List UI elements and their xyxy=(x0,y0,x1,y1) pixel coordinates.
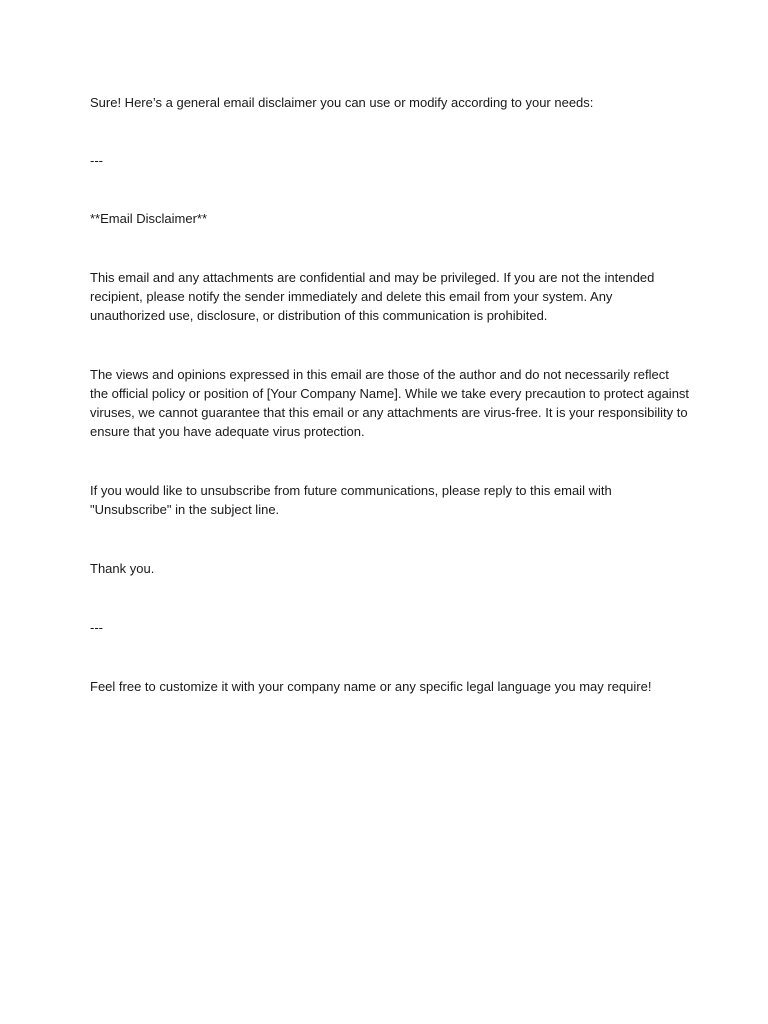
unsubscribe-paragraph: If you would like to unsubscribe from future communications, please reply to this email with "Unsubscribe" in the subject line. xyxy=(90,483,612,517)
document-body xyxy=(90,93,690,696)
views-paragraph: The views and opinions expressed in this email are those of the author and do not necessarily reflect the official policy or position of [Your Company Name]. While we take every precaution to protect against viruses, we cannot guarantee that this email or any attachments are virus-free. It is your responsibility to ensure that you have adequate virus protection. xyxy=(90,367,690,439)
closing-text: Thank you. xyxy=(90,561,155,576)
confidentiality-paragraph: This email and any attachments are confidential and may be privileged. If you are not the intended recipient, please notify the sender immediately and delete this email from your system. Any unauthorized use, disclosure, or distribution of this communication is prohibited. xyxy=(90,270,655,323)
disclaimer-heading: **Email Disclaimer** xyxy=(90,211,208,226)
separator-top: --- xyxy=(90,153,103,168)
separator-bottom: --- xyxy=(90,620,103,635)
outro-text: Feel free to customize it with your company name or any specific legal language you may require! xyxy=(90,679,652,694)
intro-text: Sure! Here’s a general email disclaimer you can use or modify according to your needs: xyxy=(90,95,594,110)
